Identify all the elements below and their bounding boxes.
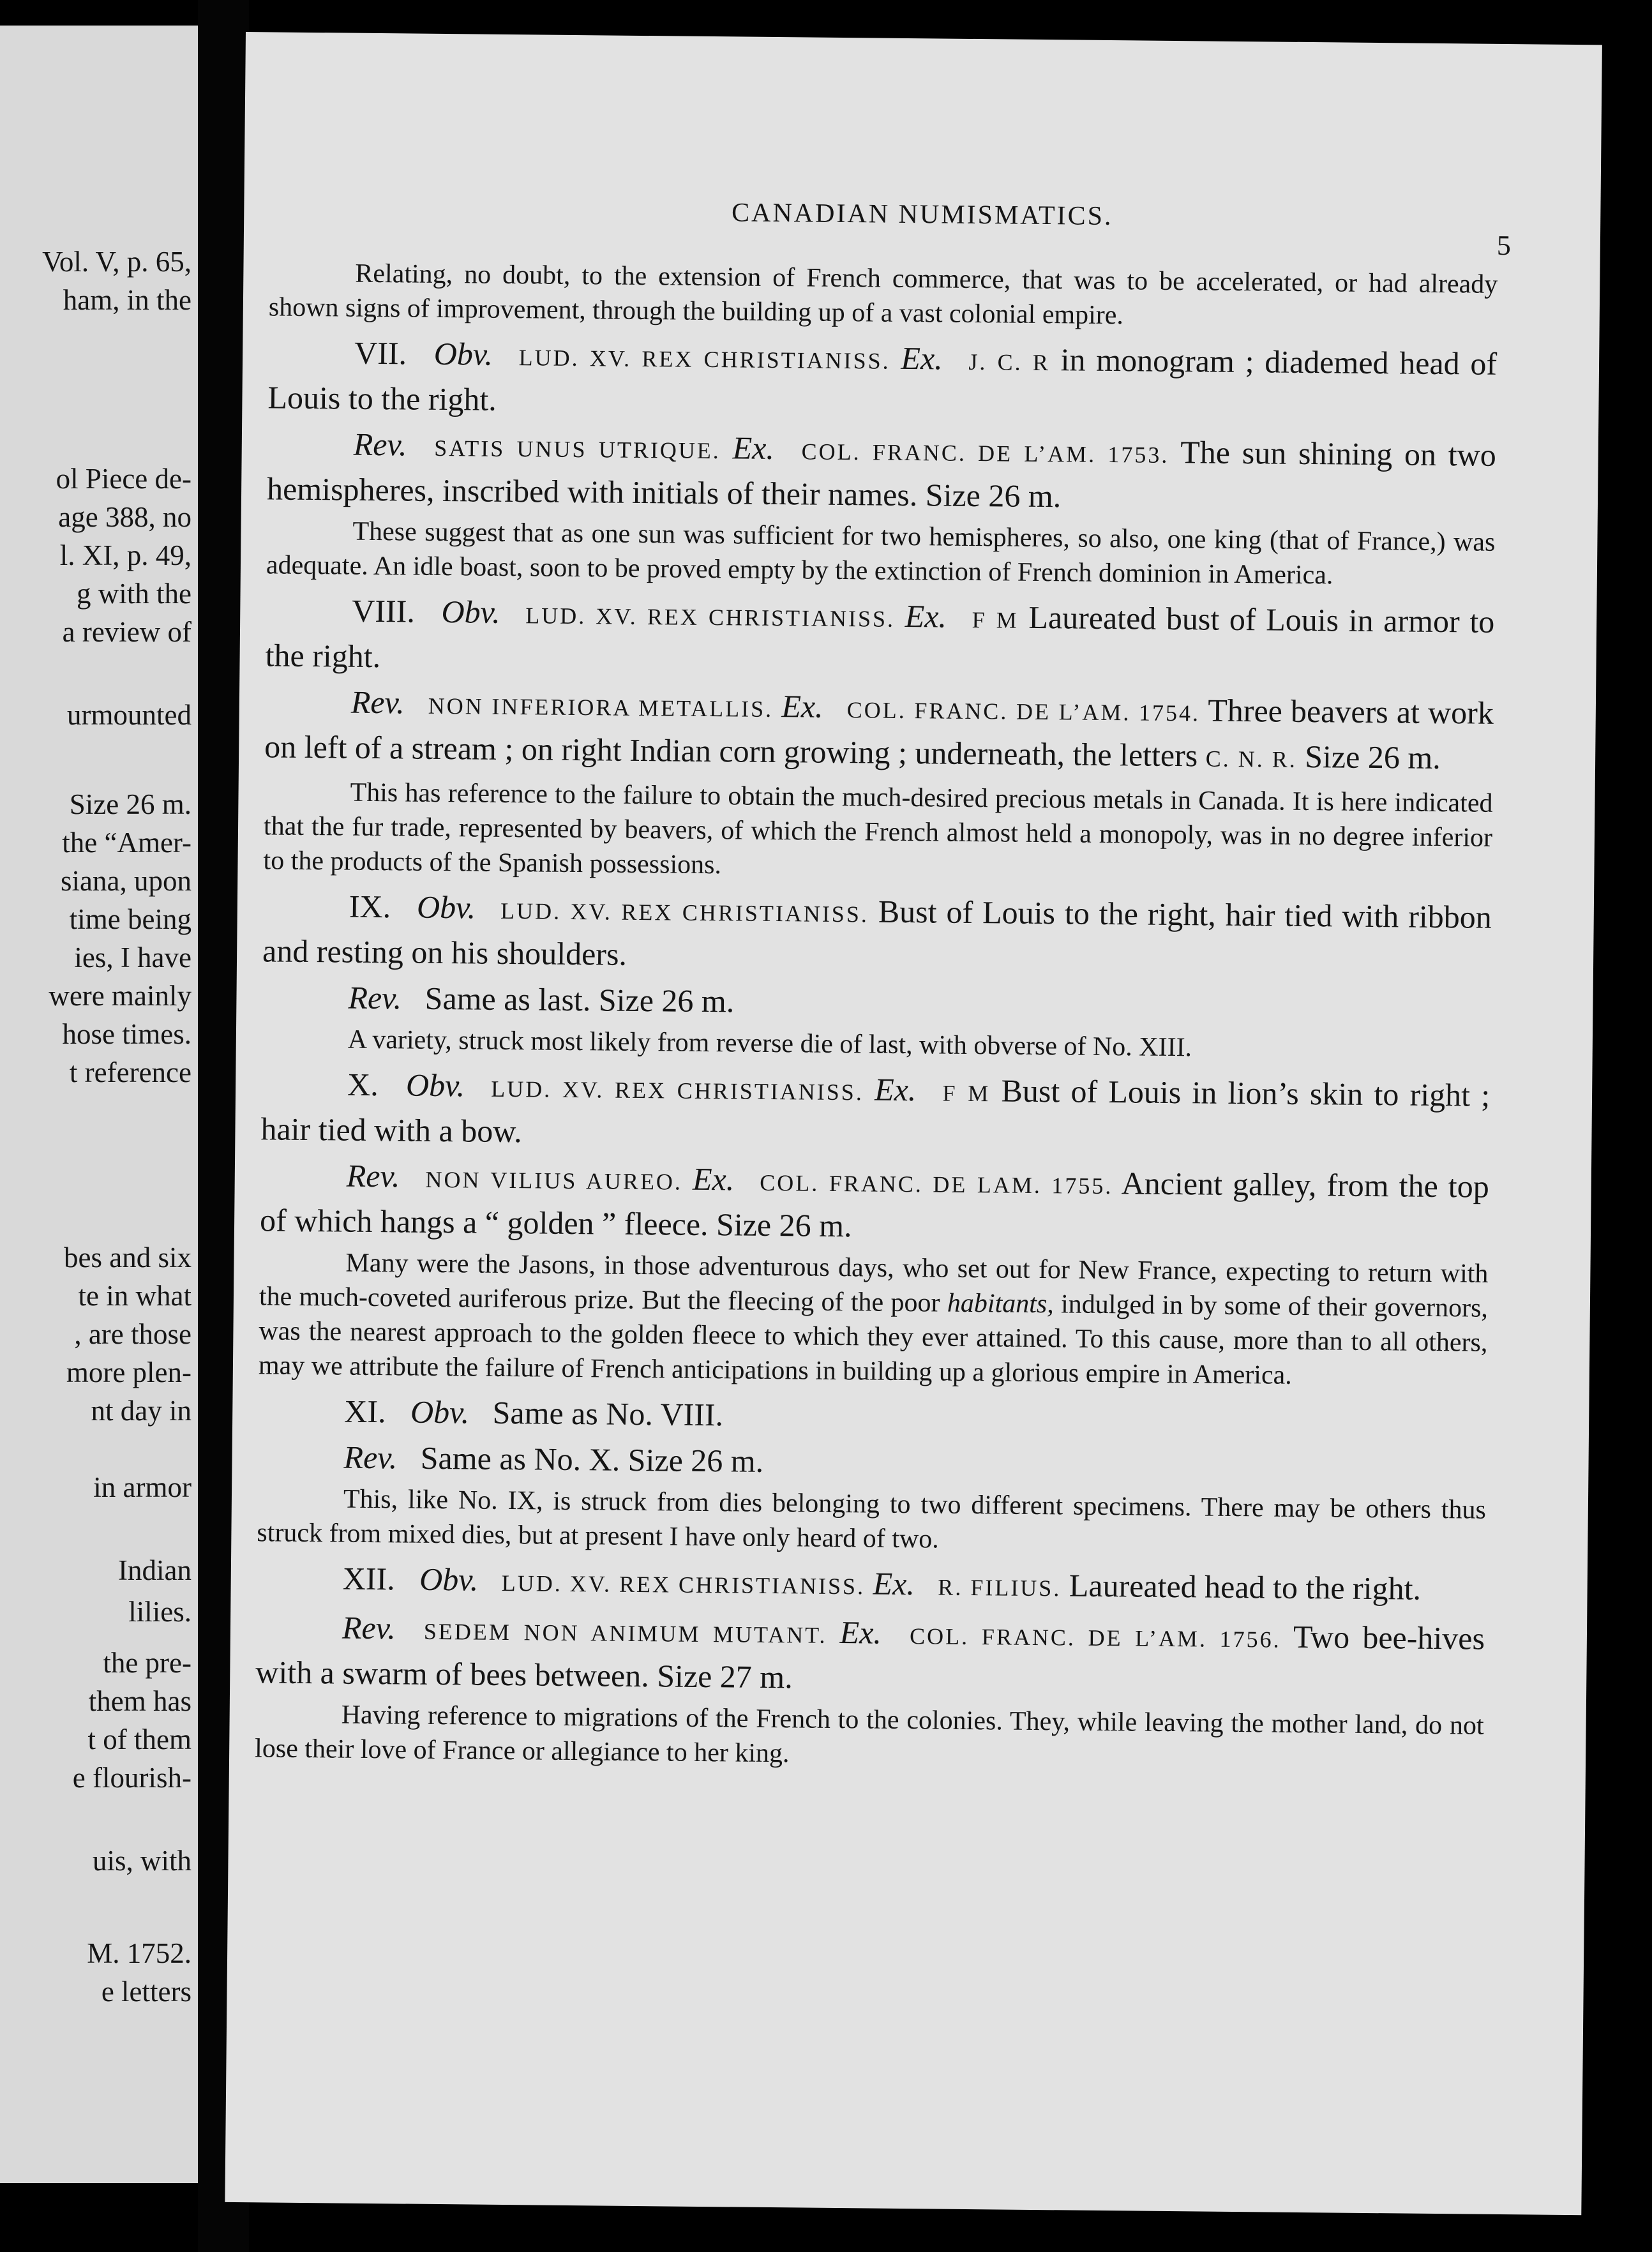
description: Same as last. Size 26 m. [424,980,735,1019]
rev-label: Rev. [346,1157,400,1194]
entry-number: VIII. [352,592,416,629]
description: Three beavers at work on left of a stream ; on right Indian corn growing ; underneath, the letters [264,692,1494,774]
previous-page-line: ol Piece de- [56,463,191,495]
ex-label: Ex. [874,1071,917,1108]
rev-label: Rev. [342,1609,396,1646]
previous-page-line: them has [88,1685,191,1717]
entry-number: X. [347,1066,379,1103]
entry-x-obverse [260,1062,1490,1161]
obv-legend: LUD. XV. REX CHRISTIANISS. [500,897,869,927]
running-head: CANADIAN NUMISMATICS. [731,198,1113,232]
entry-xi-obverse [258,1389,1487,1443]
rev-label: Rev. [348,979,402,1016]
ex-label: Ex. [839,1614,882,1651]
rev-legend: SEDEM NON ANIMUM MUTANT. [423,1618,827,1648]
ex-label: Ex. [901,340,943,377]
entry-ix-reverse [262,975,1491,1029]
description: Bust of Louis to the right, hair tied with ribbon and resting on his shoulders. [262,893,1492,972]
previous-page-line: were mainly [49,980,191,1012]
previous-page-line: , are those [74,1318,191,1350]
entry-vii-reverse [267,422,1496,521]
previous-page-line: the pre- [103,1647,191,1679]
previous-page-line: e flourish- [72,1762,191,1794]
obv-label: Obv. [419,1561,479,1598]
rev-legend: NON VILIUS AUREO. [425,1166,683,1195]
previous-page-line: urmounted [67,699,191,731]
entry-xi-note: This, like No. IX, is struck from dies belonging to two different specimens. There may be others thus struck from mixed dies, but at present I have only heard of two. [257,1484,1487,1554]
previous-page-line: lilies. [128,1596,191,1628]
obv-legend: LUD. XV. REX CHRISTIANISS. [518,345,890,374]
entry-xii-obverse [256,1556,1485,1613]
note-text: Many were the Jasons, in those adventurous days, who set out for New France, expecting to return with the much-coveted auriferous prize. But the fleecing of the poor [259,1248,1489,1318]
entry-number: VII. [354,334,407,372]
previous-page-line: time being [69,903,191,935]
entry-number: XII. [342,1560,395,1597]
rev-label: Rev. [350,684,405,721]
obv-legend: LUD. XV. REX CHRISTIANISS. [491,1076,864,1106]
exergue-text: F M [972,606,1019,633]
previous-page-line: nt day in [91,1395,191,1427]
previous-page-line: g with the [77,578,191,610]
previous-page-line: the “Amer- [62,827,191,859]
entry-xi-reverse [257,1435,1487,1489]
previous-page-line: te in what [78,1280,191,1312]
entry-viii-reverse [264,680,1494,782]
description-size: Size 26 m. [1305,738,1441,776]
entry-viii-note: This has reference to the failure to obtain the much-desired precious metals in Canada. It is here indicated that the fur trade, represented by beavers, of which the French almost held a monopoly, was in no degree inferior to the products of the Spanish possessions. [263,777,1493,880]
entry-ix-obverse [262,884,1492,983]
previous-page-line: uis, with [92,1845,191,1877]
rev-label: Rev. [353,426,407,463]
description: Laureated bust of Louis in armor to the right. [265,599,1495,675]
obv-legend: LUD. XV. REX CHRISTIANISS. [525,603,896,632]
exergue-text: R. FILIUS. [938,1574,1062,1602]
previous-page-line: more plen- [66,1356,191,1388]
description: Same as No. VIII. [492,1394,724,1433]
previous-page-line: e letters [101,1976,191,2008]
rev-label: Rev. [343,1439,398,1476]
obv-label: Obv. [441,593,500,630]
previous-page-line: l. XI, p. 49, [59,539,191,571]
entry-vii-note: These suggest that as one sun was sufficient for two hemispheres, so also, one king (that of France,) was adequate. An idle boast, soon to be proved empty by the extinction of French dominion in America. [266,516,1496,590]
previous-page-line: t of them [87,1723,191,1755]
page-number: 5 [1496,229,1512,262]
description: Ancient galley, from the top of which hangs a “ golden ” fleece. Size 26 m. [259,1165,1490,1244]
description: in monogram ; diademed head of Louis to the right. [267,342,1498,417]
entry-viii-obverse [265,589,1494,687]
ex-label: Ex. [692,1160,735,1197]
page [225,32,1602,2215]
ex-label: Ex. [781,688,823,724]
obv-label: Obv. [416,889,476,926]
previous-page-line: Size 26 m. [69,788,191,820]
intro-paragraph: Relating, no doubt, to the extension of French commerce, that was to be accelerated, or had already shown signs of improvement, through the building up of a vast colonial empire. [268,259,1498,331]
exergue-text: J. C. R [968,349,1051,376]
ex-label: Ex. [905,597,947,634]
previous-page-line: hose times. [62,1018,191,1050]
letters: C. N. R. [1205,746,1297,772]
previous-page-line: ham, in the [63,284,191,316]
previous-page-line: Indian [118,1554,191,1586]
entry-vii-obverse [267,331,1497,430]
previous-page-line: age 388, no [58,501,191,533]
entry-xii-note: Having reference to migrations of the French to the colonies. They, while leaving the mother land, do not lose their love of France or allegiance to her king. [254,1700,1484,1769]
previous-page-line: in armor [93,1471,191,1503]
description: Two bee-hives with a swarm of bees between. Size 27 m. [255,1618,1485,1695]
previous-page-line: M. 1752. [87,1937,191,1969]
obv-label: Obv. [410,1393,470,1430]
ex-label: Ex. [873,1565,915,1602]
entry-x-note [259,1245,1489,1394]
ex-label: Ex. [732,430,775,466]
description: Same as No. X. Size 26 m. [420,1439,764,1479]
exergue-text: COL. FRANC. DE L’AM. 1756. [909,1623,1281,1653]
note-italic-word: habitants, [947,1288,1054,1319]
previous-page-line: t reference [69,1056,191,1088]
entry-x-reverse [260,1153,1489,1252]
obv-label: Obv. [405,1067,465,1104]
obv-label: Obv. [433,335,493,372]
previous-page-line: Vol. V, p. 65, [42,246,191,278]
previous-page-line: siana, upon [61,865,191,897]
entry-xii-reverse [255,1605,1485,1704]
note-text: indulged in by some of their governors, was the nearest approach to the golden fleece to which they ever attained. To this cause, more than to all others, may we attribute the failure of French anticipations in building up a glorious empire in America. [258,1289,1489,1390]
rev-legend: NON INFERIORA METALLIS. [428,693,774,722]
previous-page-line: ies, I have [74,942,191,973]
entry-number: IX. [349,888,391,925]
exergue-text: F M [942,1080,991,1107]
rev-legend: SATIS UNUS UTRIQUE. [434,435,721,464]
description: The sun shining on two hemispheres, inscribed with initials of their names. Size 26 m. [266,434,1497,514]
exergue-text: COL. FRANC. DE LAM. 1755. [760,1169,1113,1199]
entry-number: XI. [343,1393,386,1430]
obv-legend: LUD. XV. REX CHRISTIANISS. [501,1570,866,1600]
exergue-text: COL. FRANC. DE L’AM. 1753. [801,439,1169,468]
page-body [255,255,1498,1783]
description: Bust of Louis in lion’s skin to right ; hair tied with a bow. [260,1072,1491,1150]
previous-page-line: bes and six [64,1242,191,1273]
exergue-text: COL. FRANC. DE L’AM. 1754. [846,697,1201,726]
previous-page-line: a review of [62,616,191,648]
description: Laureated head to the right. [1069,1567,1422,1607]
entry-ix-note: A variety, struck most likely from reverse die of last, with obverse of No. XIII. [347,1025,1192,1063]
previous-page-fragment [0,26,198,2183]
